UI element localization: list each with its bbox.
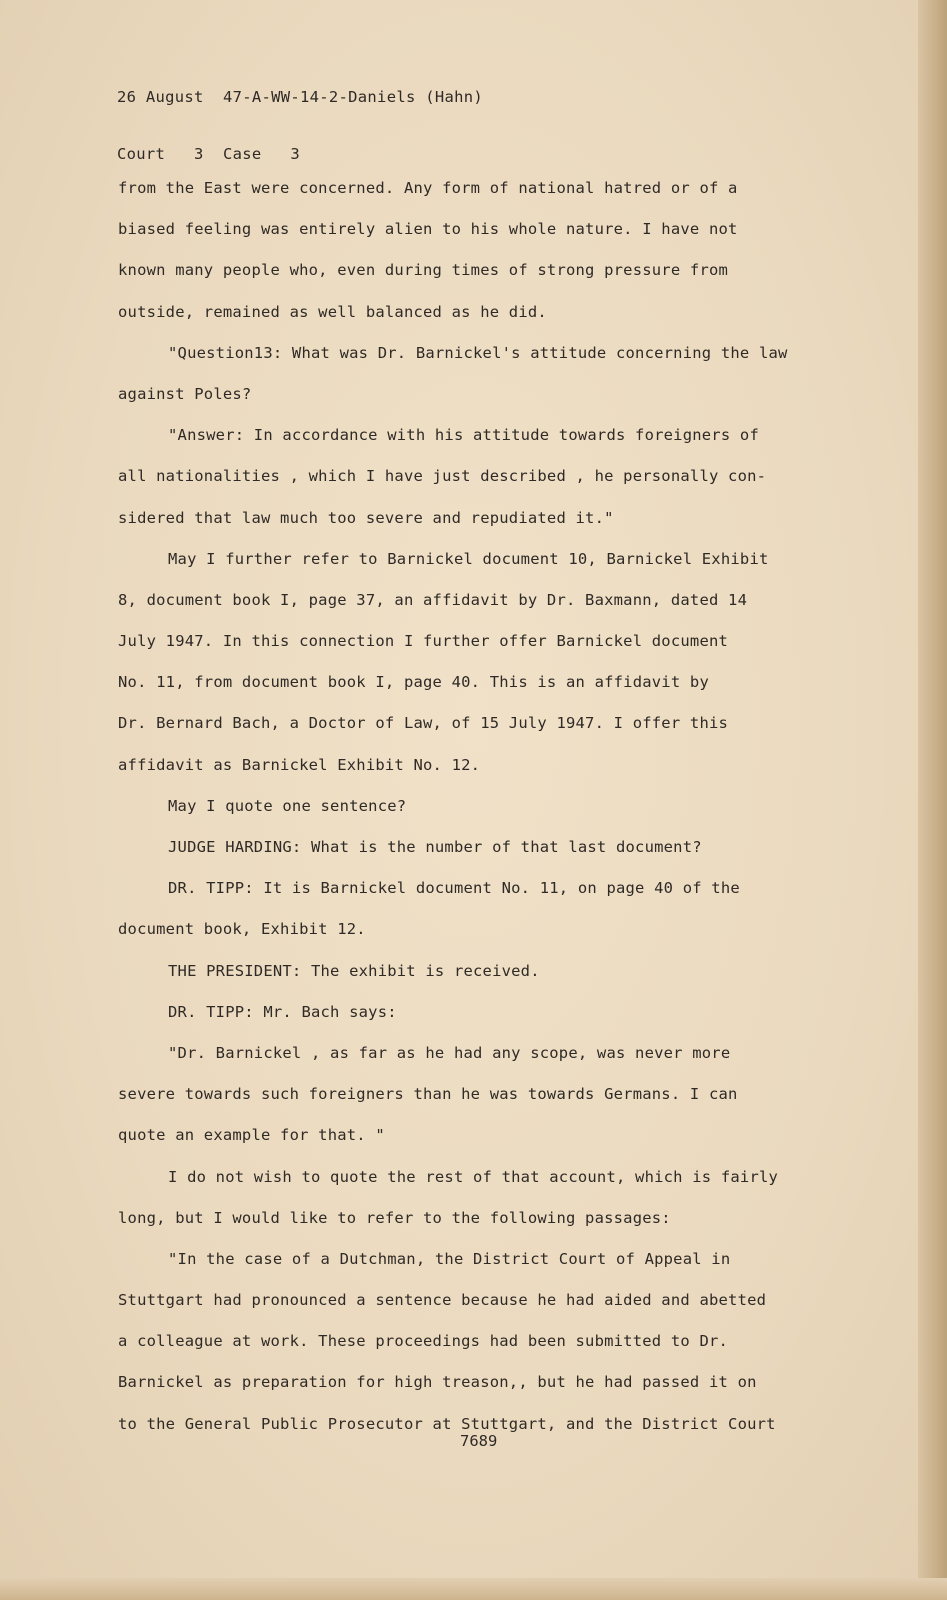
transcript-line: "Question13: What was Dr. Barnickel's attitude concerning the law	[168, 343, 788, 362]
page-bottom-edge	[0, 1578, 947, 1600]
transcript-line: a colleague at work. These proceedings had been submitted to Dr.	[118, 1332, 729, 1351]
transcript-line: quote an example for that. "	[118, 1126, 385, 1145]
transcript-line: known many people who, even during times of strong pressure from	[118, 261, 729, 280]
page-number: 7689	[460, 1432, 498, 1450]
transcript-line: biased feeling was entirely alien to his whole nature. I have not	[118, 220, 738, 239]
transcript-line: outside, remained as well balanced as he did.	[118, 302, 547, 321]
transcript-line: THE PRESIDENT: The exhibit is received.	[168, 961, 540, 980]
transcript-line: 8, document book I, page 37, an affidavit by Dr. Baxmann, dated 14	[118, 590, 748, 609]
transcript-line: I do not wish to quote the rest of that account, which is fairly	[168, 1167, 779, 1186]
transcript-line: all nationalities , which I have just described , he personally con-	[118, 467, 767, 486]
transcript-line: No. 11, from document book I, page 40. This is an affidavit by	[118, 673, 709, 692]
transcript-body	[118, 168, 838, 1445]
transcript-line: May I further refer to Barnickel document 10, Barnickel Exhibit	[168, 549, 769, 568]
transcript-line: document book, Exhibit 12.	[118, 920, 366, 939]
transcript-line: sidered that law much too severe and repudiated it."	[118, 508, 614, 527]
transcript-line: to the General Public Prosecutor at Stuttgart, and the District Court	[118, 1414, 776, 1433]
transcript-line: severe towards such foreigners than he was towards Germans. I can	[118, 1085, 738, 1104]
transcript-line: May I quote one sentence?	[168, 796, 407, 815]
transcript-line: from the East were concerned. Any form of national hatred or of a	[118, 179, 738, 197]
transcript-line: affidavit as Barnickel Exhibit No. 12.	[118, 755, 481, 774]
header-line-court-case: Court 3 Case 3	[117, 145, 301, 163]
transcript-line: Dr. Bernard Bach, a Doctor of Law, of 15 July 1947. I offer this	[118, 714, 729, 733]
transcript-line: JUDGE HARDING: What is the number of that last document?	[168, 838, 702, 856]
transcript-line: DR. TIPP: Mr. Bach says:	[168, 1002, 397, 1021]
transcript-line: July 1947. In this connection I further offer Barnickel document	[118, 632, 729, 651]
transcript-line: "Answer: In accordance with his attitude towards foreigners of	[168, 426, 759, 445]
header-line-date-ref: 26 August 47-A-WW-14-2-Daniels (Hahn)	[117, 88, 484, 106]
transcript-line: long, but I would like to refer to the following passages:	[118, 1208, 671, 1227]
transcript-line: "Dr. Barnickel , as far as he had any scope, was never more	[168, 1043, 731, 1062]
transcript-line: "In the case of a Dutchman, the District Court of Appeal in	[168, 1249, 731, 1268]
transcript-line: against Poles?	[118, 384, 252, 403]
page-edge	[918, 0, 947, 1600]
transcript-line: Barnickel as preparation for high treason,, but he had passed it on	[118, 1373, 757, 1392]
transcript-line: Stuttgart had pronounced a sentence because he had aided and abetted	[118, 1291, 767, 1310]
transcript-line: DR. TIPP: It is Barnickel document No. 11, on page 40 of the	[168, 879, 740, 898]
